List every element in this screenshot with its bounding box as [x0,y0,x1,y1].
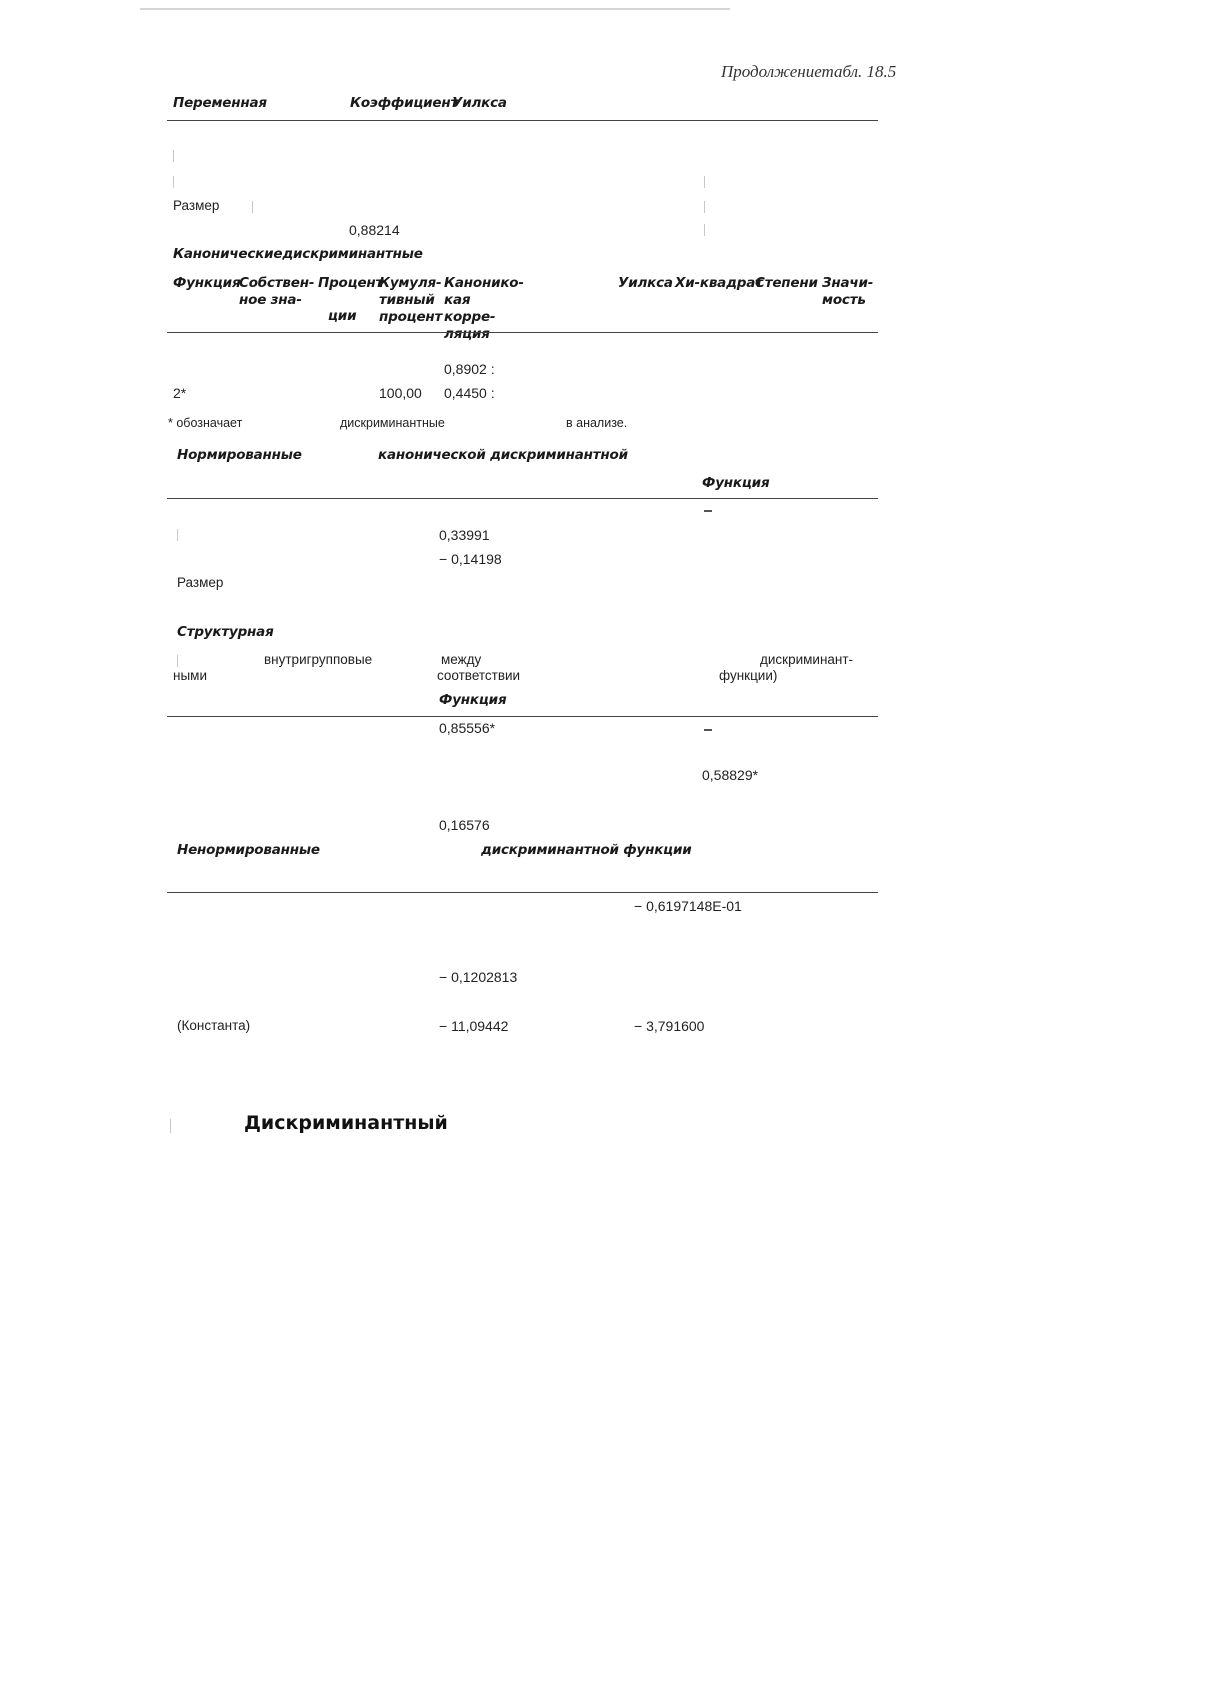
structure-text-1a: внутригрупповые [264,652,373,667]
normed-value-2: − 0,14198 [439,551,502,567]
normed-value-1: 0,33991 [439,527,490,543]
header-degrees: Степени [755,275,818,291]
table2-rule [167,332,878,333]
header-significance: Значи-мость [822,275,874,308]
faint-mark [177,655,178,667]
structure-value-2: 0,58829* [702,767,759,783]
faint-mark [173,176,174,188]
header-function: Функция [173,275,241,291]
structure-text-1b: между [441,652,482,667]
structure-function-header: Функция [439,692,507,708]
footnote-part-3: в анализе. [566,416,628,430]
structure-text-2a: ными [173,668,207,683]
faint-mark [704,176,705,188]
header-cumulative: Кумуля-тивный процент [379,275,443,325]
constant-f1: − 11,09442 [439,1018,509,1034]
unnormed-r1-f2: − 0,6197148E-01 [634,898,742,914]
header-wilks: Уилкса [452,95,507,111]
section-normed-title-a: Нормированные [177,447,302,463]
section-unnormed-title-a: Ненормированные [177,842,320,858]
scan-edge-line [140,8,730,10]
faint-mark [704,224,705,236]
section-normed-title-b: канонической дискриминантной [378,447,628,463]
structure-value-3: 0,16576 [439,817,490,833]
constant-f2: − 3,791600 [634,1018,705,1034]
header-wilks-lambda: Уилкса [618,275,673,291]
faint-mark [177,529,178,541]
constant-label: (Константа) [177,1018,251,1033]
faint-mark [704,201,705,213]
faint-mark [252,201,253,213]
table3-rule [167,498,878,499]
structure-text-2b: соответствии [437,668,521,683]
section-structure-title: Структурная [177,624,274,640]
structure-text-1c: дискриминант- [760,652,854,667]
table5-rule [167,892,878,893]
faint-mark [170,1119,171,1133]
header-coefficient: Коэффициент [350,95,459,111]
structure-value-1: 0,85556* [439,720,496,736]
canonical-corr-1: 0,8902 : [444,361,495,377]
normed-function-header: Функция [702,475,770,491]
header-eigenvalue: Собствен-ное зна- [239,275,315,308]
section-canonical-title: Каноническиедискриминантные [173,246,423,262]
unnormed-r2-f1: − 0,1202813 [439,969,518,985]
header-variable: Переменная [173,95,267,111]
faint-dash [704,510,712,512]
normed-row-label-size: Размер [177,575,224,590]
header-canonical-correlation: Канонико-кая корре-ляция [444,275,524,342]
bottom-section-heading: Дискриминантный [244,1112,448,1134]
faint-mark [173,150,174,162]
table-caption: Продолжениетабл. 18.5 [721,62,897,81]
function-2-label: 2* [173,385,187,401]
header-percent: Процент [318,275,384,291]
canonical-corr-2: 0,4450 : [444,385,495,401]
table4-rule [167,716,878,717]
header-percent-tail: ции [328,308,357,324]
footnote-part-1: * обозначает [168,416,243,430]
row-label-size: Размер [173,198,220,213]
wilks-value: 0,88214 [349,222,400,238]
section-unnormed-title-b: дискриминантной функции [481,842,692,858]
table1-rule [167,120,878,121]
header-chi-square: Хи-квадрат [675,275,763,291]
structure-text-2c: функции) [719,668,778,683]
faint-dash [704,729,712,731]
footnote-part-2: дискриминантные [340,416,445,430]
cumulative-percent-2: 100,00 [379,385,422,401]
